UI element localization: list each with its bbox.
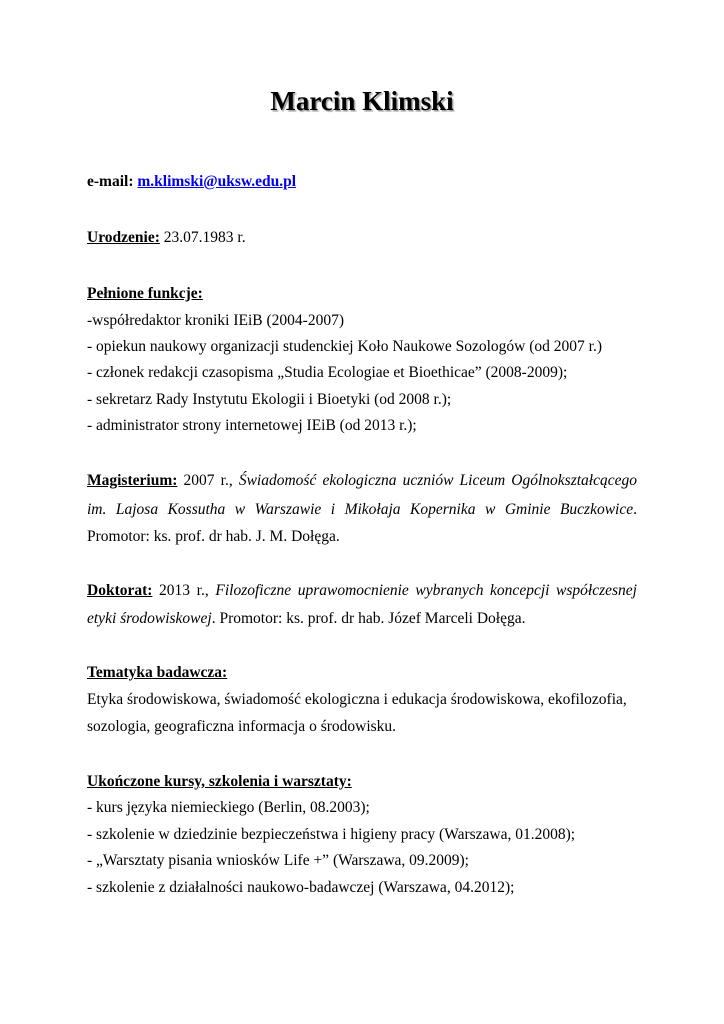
course-item: - kurs języka niemieckiego (Berlin, 08.2003);: [87, 799, 370, 816]
doctorate-year: 2013 r.,: [152, 582, 216, 599]
research-text-line: sozologia, geograficzna informacja o środowisku.: [87, 718, 397, 735]
masters-year: 2007 r.,: [177, 472, 239, 489]
courses-heading: Ukończone kursy, szkolenia i warsztaty:: [87, 773, 352, 790]
functions-heading: Pełnione funkcje:: [87, 285, 203, 302]
birth-row: [87, 228, 637, 248]
masters-title-end: .: [633, 501, 637, 518]
birth-label: Urodzenie:: [87, 229, 160, 246]
birth-value: 23.07.1983 r.: [163, 229, 246, 246]
masters-promotor: Promotor: ks. prof. dr hab. J. M. Dołęga.: [87, 528, 340, 545]
course-item: - szkolenie z działalności naukowo-badawczej (Warszawa, 04.2012);: [87, 879, 515, 896]
doctorate-row: [87, 581, 637, 601]
masters-title-cont: [87, 500, 637, 520]
masters-title-line2: im. Lajosa Kossutha w Warszawie i Mikołaja Kopernika w Gminie Buczkowice: [87, 501, 634, 518]
email-row: [87, 172, 637, 192]
masters-title: Świadomość ekologiczna uczniów Liceum Ogólnokształcącego: [238, 472, 637, 489]
course-item: - szkolenie w dziedzinie bezpieczeństwa i higieny pracy (Warszawa, 01.2008);: [87, 826, 576, 843]
function-item: - administrator strony internetowej IEiB (od 2013 r.);: [87, 417, 417, 434]
function-item: - opiekun naukowy organizacji studenckiej Koło Naukowe Sozologów (od 2007 r.): [87, 338, 602, 355]
research-heading: Tematyka badawcza:: [87, 664, 228, 681]
masters-label: Magisterium:: [87, 472, 178, 489]
email-link[interactable]: m.klimski@uksw.edu.pl: [137, 173, 297, 190]
research-text-line: Etyka środowiskowa, świadomość ekologiczna i edukacja środowiskowa, ekofilozofia,: [87, 691, 627, 708]
course-item: - „Warsztaty pisania wniosków Life +” (Warszawa, 09.2009);: [87, 852, 469, 869]
masters-row: [87, 471, 637, 491]
function-item: - członek redakcji czasopisma „Studia Ecologiae et Bioethicae” (2008-2009);: [87, 364, 568, 381]
cv-name-heading: Marcin Klimski: [270, 86, 454, 116]
doctorate-label: Doktorat:: [87, 582, 153, 599]
email-label: e-mail:: [87, 173, 134, 190]
function-item: - sekretarz Rady Instytutu Ekologii i Bioetyki (od 2008 r.);: [87, 391, 452, 408]
doctorate-title-line2: etyki środowiskowej: [87, 610, 212, 627]
doctorate-promotor: . Promotor: ks. prof. dr hab. Józef Marceli Dołęga.: [211, 610, 526, 627]
doctorate-title: Filozoficzne uprawomocnienie wybranych koncepcji współczesnej: [215, 582, 637, 599]
function-item: -współredaktor kroniki IEiB (2004-2007): [87, 312, 344, 329]
doctorate-title-cont: [87, 609, 637, 629]
